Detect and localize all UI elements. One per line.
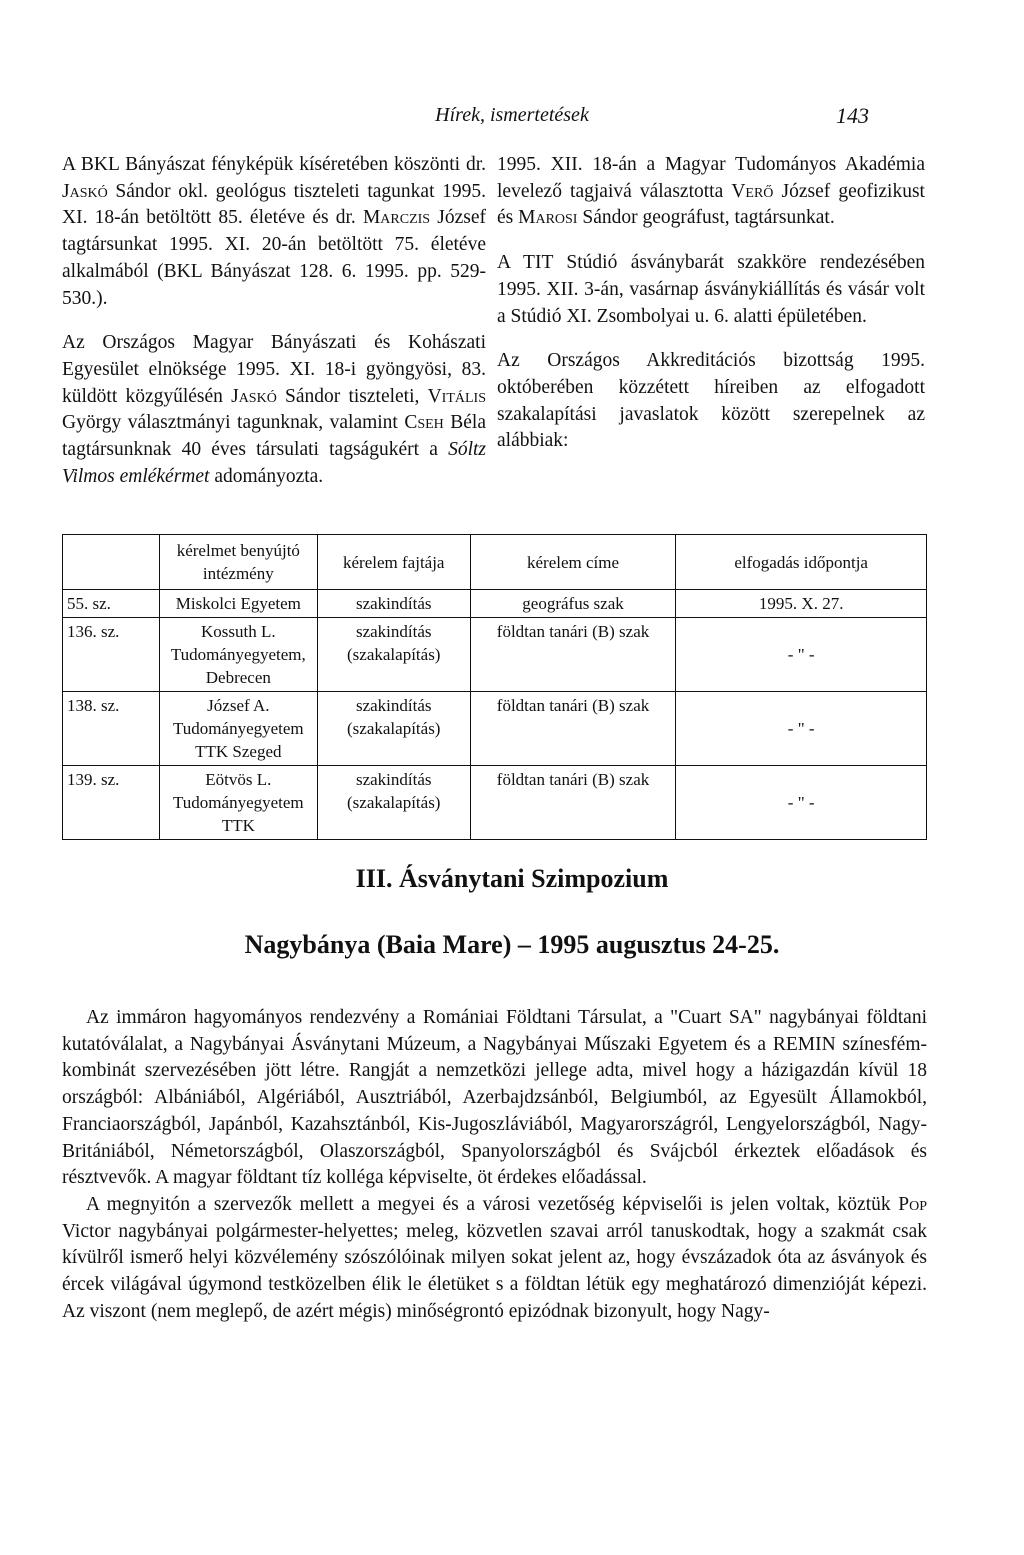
section-subtitle: Nagybánya (Baia Mare) – 1995 augusztus 24-25. [244,930,780,959]
article-body [62,1005,927,1325]
table-row [63,590,927,618]
table-cell: 136. sz. [63,618,160,692]
table-cell: szakindítás (szakalapítás) [317,766,470,840]
table-cell: 138. sz. [63,692,160,766]
person-name: Marczis [362,207,431,229]
table-cell: földtan tanári (B) szak [470,766,676,840]
news-paragraph-tit: A TIT Stúdió ásványbarát szakköre rendezésében 1995. XII. 3-án, vasárnap ásványkiállítás és vásár volt a Stúdió XI. Zsombolyai u. 6. alatti épületében. [497,252,925,327]
table-row [63,692,927,766]
person-name: Verő [731,180,774,202]
table-cell: geográfus szak [470,590,676,618]
table-header-cell: kérelem fajtája [317,535,470,590]
person-name: Pop [898,1193,927,1215]
table-cell: Miskolci Egyetem [159,590,317,618]
table-cell: Eötvös L. Tudományegyetem TTK [159,766,317,840]
news-paragraph-accreditation: Az Országos Akkreditációs bizottság 1995. októberében közzétett híreiben az elfogadott szakalapítási javaslatok között szerepelnek az alábbiak: [497,350,925,452]
running-header: Hírek, ismertetések [435,104,589,126]
accreditation-table [62,534,927,840]
table-row [63,766,927,840]
table-cell: földtan tanári (B) szak [470,692,676,766]
article-paragraph: Az immáron hagyományos rendezvény a Romániai Földtani Társulat, a "Cuart SA" nagybányai földtani kutatóválalat, a Nagybányai Ásványtani Múzeum, a Nagybányai Műszaki Egyetem és a REMIN színesfém-kombinát szervezésében jött létre. Rangját a nemzetközi jellege adta, mivel hogy a házigazdán kívül 18 országból: Albániából, Algériából, Ausztriából, Azerbajdzsánból, Belgiumból, az Egyesült Államokból, Franciaországból, Japánból, Kazahsztánból, Kis-Jugoszláviából, Magyarországról, Lengyelországból, Nagy-Britániából, Németországból, Olaszországból, Spanyolországból és Svájcból érkeztek előadások és résztvevők. A magyar földtant tíz kolléga képviselte, öt érdekes előadással. [62,1007,927,1189]
table-header-cell: kérelmet benyújtó intézmény [159,535,317,590]
person-name: Vitális [427,385,486,407]
left-column [62,152,486,508]
table-header-cell [63,535,160,590]
table-cell: 1995. X. 27. [676,590,927,618]
table-cell: József A. Tudományegyetem TTK Szeged [159,692,317,766]
section-title: III. Ásványtani Szimpozium [355,864,669,893]
person-name: Marosi [518,207,578,229]
news-paragraph-ombke-award: Az Országos Magyar Bányászati és Kohászati Egyesület elnöksége 1995. XI. 18-i gyöngyösi, 83. küldött közgyűlésén Jaskó Sándor tiszteleti, Vitális György választmányi tagunknak, valamint Cseh Béla tagtársunknak 40 éves társulati tagságukért a Sóltz Vilmos emlékérmet adományozta. [62,332,487,487]
table-cell: szakindítás (szakalapítás) [317,618,470,692]
person-name: Jaskó [231,385,277,407]
table-cell: 139. sz. [63,766,160,840]
award-name: Sóltz Vilmos emlékérmet [62,439,486,487]
table-cell: szakindítás (szakalapítás) [317,692,470,766]
table-cell: 55. sz. [63,590,160,618]
table-row [63,618,927,692]
table-cell: Kossuth L. Tudományegyetem, Debrecen [159,618,317,692]
person-name: Jaskó [62,180,108,202]
person-name: Cseh [404,412,444,434]
article-paragraph: A megnyitón a szervezők mellett a megyei és a városi vezetőség képviselői is jelen voltak, köztük Pop Victor nagybányai polgármester-helyettes; meleg, közvetlen szavai arról tanuskodtak, hogy a szakmát csak kívülről ismerő helyi közvélemény szószólóinak milyen sokat jelent az, hogy évszázadok óta az ásványok és ércek világával úgymond testközelben élik le életüket s a földtan létük egy meghatározó dimenzióját képezi. Az viszont (nem meglepő, de azért mégis) minőségrontó epizódnak bizonyult, hogy Nagy- [62,1193,927,1322]
table-cell: - " - [676,618,927,692]
table-cell: - " - [676,692,927,766]
right-column [497,152,925,473]
news-paragraph-mta: 1995. XII. 18-án a Magyar Tudományos Akadémia levelező tagjaivá választotta Verő József geofizikust és Marosi Sándor geográfust, tagtársunkat. [497,154,925,229]
news-paragraph-jasko-marczis: A BKL Bányászat fényképük kíséretében köszönti dr. Jaskó Sándor okl. geológus tiszteleti tagunkat 1995. XI. 18-án betöltött 85. életéve és dr. Marczis József tagtársunkat 1995. XI. 20-án betöltött 75. életéve alkalmából (BKL Bányászat 128. 6. 1995. pp. 529-530.). [62,154,487,309]
table-cell: szakindítás [317,590,470,618]
table-cell: - " - [676,766,927,840]
page-number: 143 [836,103,869,128]
table-header-cell: kérelem címe [470,535,676,590]
table-header-row [63,535,927,590]
table-header-cell: elfogadás időpontja [676,535,927,590]
table-cell: földtan tanári (B) szak [470,618,676,692]
